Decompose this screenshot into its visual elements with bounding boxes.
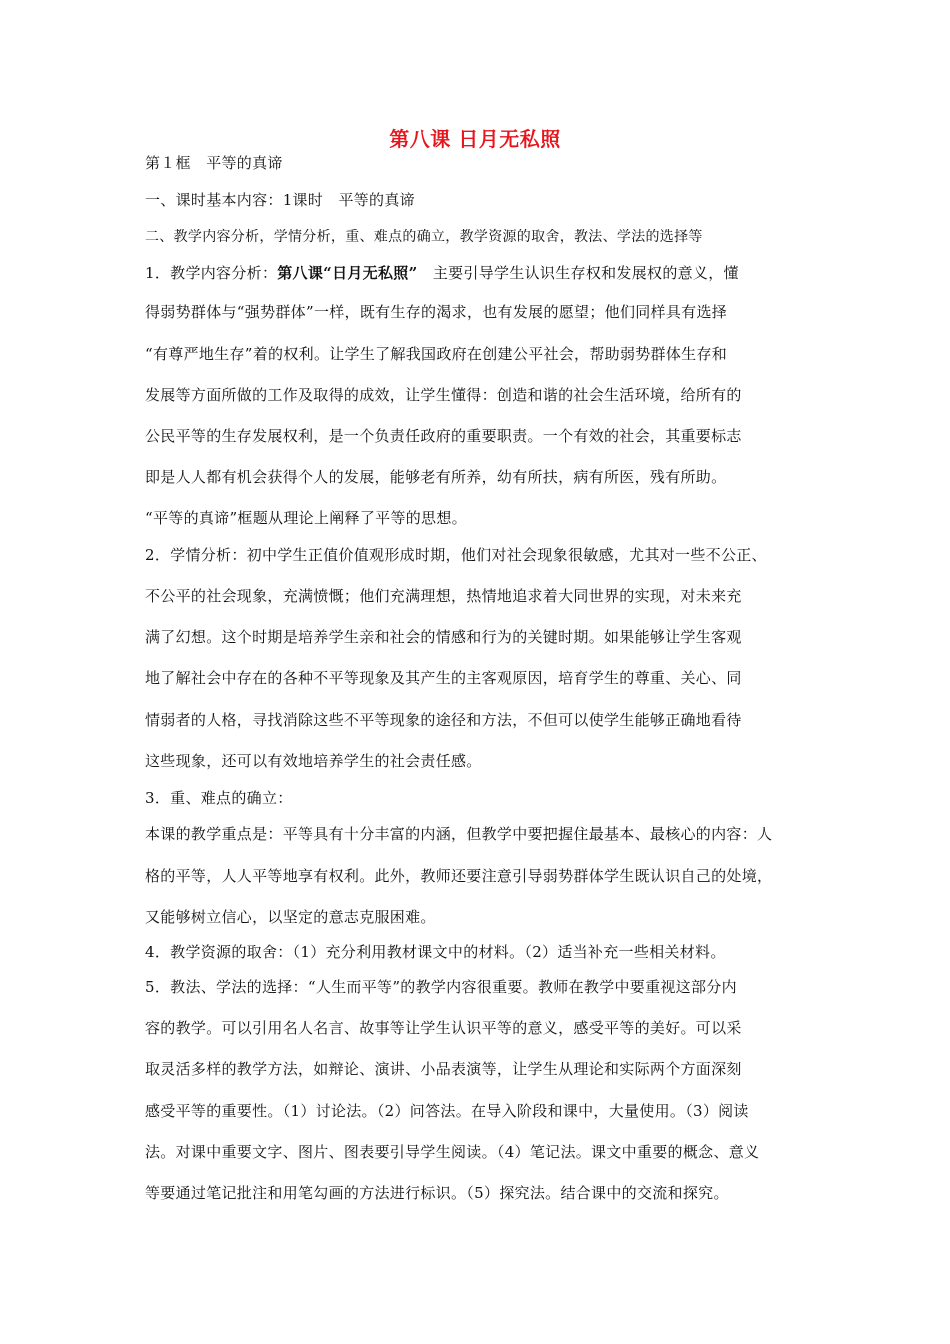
text-line: 取灵活多样的教学方法，如辩论、演讲、小品表演等，让学生从理论和实际两个方面深刻 <box>145 1060 742 1078</box>
text-line: 2．学情分析：初中学生正值价值观形成时期，他们对社会现象很敏感，尤其对一些不公正、 <box>145 546 767 564</box>
page-title: 第八课 日月无私照 <box>389 127 561 151</box>
section-subtitle: 第１框 平等的真谛 <box>145 154 283 172</box>
text-line: 公民平等的生存发展权利，是一个负责任政府的重要职责。一个有效的社会，其重要标志 <box>145 427 742 445</box>
text-line: 又能够树立信心，以坚定的意志克服困难。 <box>145 908 436 926</box>
item-label: 1．教学内容分析： <box>145 264 278 282</box>
text-line: “平等的真谛”框题从理论上阐释了平等的思想。 <box>145 509 467 527</box>
text-line: 情弱者的人格，寻找消除这些不平等现象的途径和方法，不但可以使学生能够正确地看待 <box>145 711 742 729</box>
text-line: “有尊严地生存”着的权利。让学生了解我国政府在创建公平社会，帮助弱势群体生存和 <box>145 345 728 363</box>
text-line: 容的教学。可以引用名人名言、故事等让学生认识平等的意义，感受平等的美好。可以采 <box>145 1019 742 1037</box>
text-line: 4．教学资源的取舍：（1）充分利用教材课文中的材料。（2）适当补充一些相关材料。 <box>145 943 726 961</box>
text-line: 本课的教学重点是：平等具有十分丰富的内涵，但教学中要把握住最基本、最核心的内容：人 <box>145 825 773 843</box>
bold-lesson-name: 第八课“日月无私照” <box>277 264 418 282</box>
text-line: 3．重、难点的确立： <box>145 789 293 807</box>
text-line: 这些现象，还可以有效地培养学生的社会责任感。 <box>145 752 482 770</box>
text-line: 格的平等，人人平等地享有权利。此外，教师还要注意引导弱势群体学生既认识自己的处境， <box>145 867 773 885</box>
text-line: 即是人人都有机会获得个人的发展，能够老有所养，幼有所扶，病有所医，残有所助。 <box>145 468 727 486</box>
text-line-content-analysis <box>145 262 739 283</box>
text-line: 法。对课中重要文字、图片、图表要引导学生阅读。（4）笔记法。课文中重要的概念、意义 <box>145 1143 760 1161</box>
text-line: 满了幻想。这个时期是培养学生亲和社会的情感和行为的关键时期。如果能够让学生客观 <box>145 628 742 646</box>
text-line: 得弱势群体与“强势群体”一样，既有生存的渴求，也有发展的愿望；他们同样具有选择 <box>145 303 728 321</box>
text-line: 地了解社会中存在的各种不平等现象及其产生的主客观原因，培育学生的尊重、关心、同 <box>145 669 742 687</box>
text-line: 感受平等的重要性。（1）讨论法。（2）问答法。在导入阶段和课中，大量使用。（3）阅读 <box>145 1102 749 1120</box>
text-line: 等要通过笔记批注和用笔勾画的方法进行标识。（5）探究法。结合课中的交流和探究。 <box>145 1184 729 1202</box>
text-line: 发展等方面所做的工作及取得的成效，让学生懂得：创造和谐的社会生活环境，给所有的 <box>145 386 742 404</box>
text-line: 不公平的社会现象，充满愤慨；他们充满理想，热情地追求着大同世界的实现，对未来充 <box>145 587 742 605</box>
text-line: 5．教法、学法的选择：“人生而平等”的教学内容很重要。教师在教学中要重视这部分内 <box>145 978 737 996</box>
item-text: 主要引导学生认识生存权和发展权的意义，懂 <box>417 264 739 282</box>
text-line: 一、课时基本内容：1课时 平等的真谛 <box>145 191 415 209</box>
text-line: 二、教学内容分析，学情分析，重、难点的确立，教学资源的取舍，教法、学法的选择等 <box>145 229 703 245</box>
